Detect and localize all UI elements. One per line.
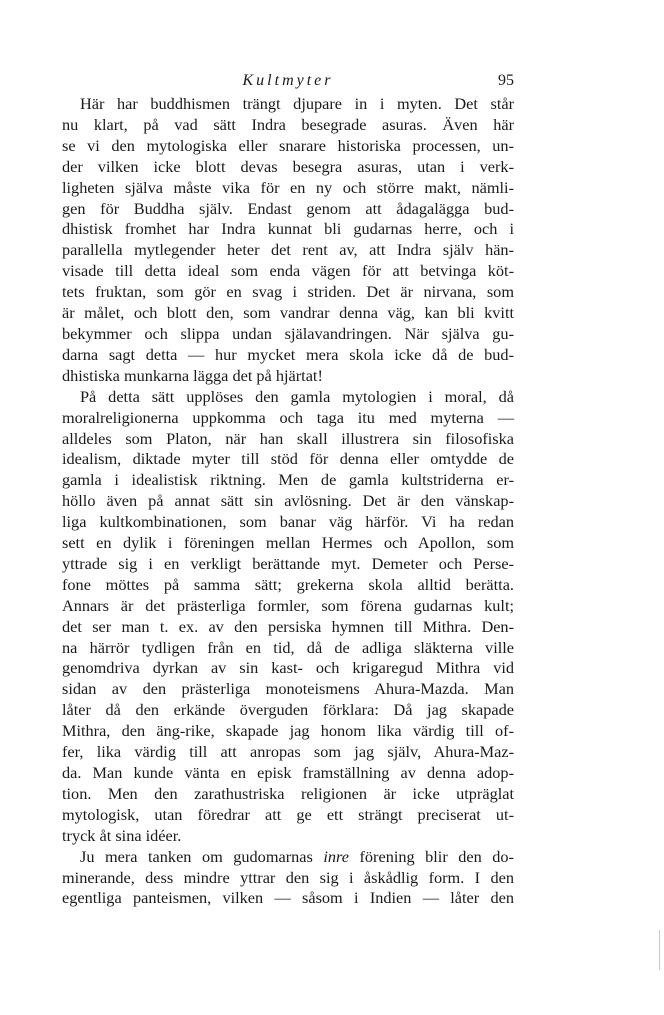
paragraph-line: är målet, och blott den, som vandrar denna väg, kan bli kvitt bbox=[62, 303, 514, 323]
paragraph-line: yttrade sig i en verkligt berättande myt. Demeter och Perse- bbox=[62, 553, 514, 573]
paragraph-line: mytologisk, utan föredrar att ge ett strängt preciserat ut- bbox=[62, 804, 514, 824]
paragraph-line: Mithra, den äng-rike, skapade jag honom lika värdig till of- bbox=[62, 721, 514, 741]
paragraph-line: minerande, dess mindre yttrar den sig i åskådlig form. I den bbox=[62, 867, 514, 887]
paragraph-1 bbox=[62, 94, 514, 387]
paragraph-line: På detta sätt upplöses den gamla mytologien i moral, då bbox=[80, 386, 514, 406]
running-title: Kultmyter bbox=[242, 72, 334, 89]
paragraph-line: tryck åt sina idéer. bbox=[62, 825, 182, 845]
paragraph-line: idealism, diktade myter till stöd för denna eller omtydde de bbox=[62, 449, 514, 469]
paragraph-line: egentliga panteismen, vilken — såsom i Indien — låter den bbox=[62, 888, 514, 908]
emphasized-word: inre bbox=[323, 846, 349, 866]
line-text: förening blir den do- bbox=[348, 846, 514, 866]
paragraph-line: darna sagt detta — hur mycket mera skola icke då de bud- bbox=[62, 344, 514, 364]
page-number: 95 bbox=[498, 72, 514, 89]
paragraph-line: tion. Men den zarathustriska religionen är icke utpräglat bbox=[62, 783, 514, 803]
paragraph-line: liga kultkombinationen, som banar väg härför. Vi ha redan bbox=[62, 512, 514, 532]
paragraph-line: fer, lika värdig till att anropas som jag själv, Ahura-Maz- bbox=[62, 742, 514, 762]
body-text bbox=[62, 94, 514, 909]
paragraph-line: nu klart, på vad sätt Indra besegrade asuras. Även här bbox=[62, 114, 514, 134]
paragraph-line: alldeles som Platon, när han skall illustrera sin filosofiska bbox=[62, 428, 514, 448]
paragraph-line: ligheten själva måste vika för en ny och större makt, nämli- bbox=[62, 177, 514, 197]
paragraph-line: parallella mytlegender heter det rent av, att Indra själv hän- bbox=[62, 240, 514, 260]
paragraph-2 bbox=[62, 387, 514, 847]
paragraph-3 bbox=[62, 847, 514, 910]
paragraph-line: sidan av den prästerliga monoteismens Ahura-Mazda. Man bbox=[62, 679, 514, 699]
paragraph-line: gen för Buddha själv. Endast genom att ådagalägga bud- bbox=[62, 198, 514, 218]
paragraph-line: visade till detta ideal som enda vägen för att betvinga köt- bbox=[62, 261, 514, 281]
paragraph-line: Annars är det prästerliga formler, som förena gudarnas kult; bbox=[62, 595, 514, 615]
paragraph-line: dhistisk fromhet har Indra kunnat bli gudarnas herre, och i bbox=[62, 219, 514, 239]
paragraph-line: Här har buddhismen trängt djupare in i myten. Det står bbox=[80, 94, 514, 113]
paragraph-line: moralreligionerna uppkomma och taga itu med myterna — bbox=[62, 407, 514, 427]
paragraph-line: tets fruktan, som gör en svag i striden. Det är nirvana, som bbox=[62, 282, 514, 302]
paragraph-line: höllo även på annat sätt sin avlösning. Det är den vänskap- bbox=[62, 491, 514, 511]
page-header bbox=[62, 72, 514, 94]
paragraph-line: bekymmer och slippa undan själavandringen. När själva gu- bbox=[62, 323, 514, 343]
paragraph-line: dhistiska munkarna lägga det på hjärtat! bbox=[62, 365, 323, 385]
paragraph-line: gamla i idealistisk riktning. Men de gamla kultstriderna er- bbox=[62, 470, 514, 490]
paragraph-line: låter då den erkände överguden förklara: Då jag skapade bbox=[62, 700, 514, 720]
paragraph-line bbox=[62, 847, 514, 868]
paragraph-line: sett en dylik i föreningen mellan Hermes och Apollon, som bbox=[62, 533, 514, 553]
paragraph-line: da. Man kunde vänta en episk framställning av denna adop- bbox=[62, 763, 514, 782]
paragraph-line: fone möttes på samma sätt; grekerna skola alltid berätta. bbox=[62, 574, 514, 594]
paragraph-line: se vi den mytologiska eller snarare historiska processen, un- bbox=[62, 135, 514, 155]
page-edge-mark bbox=[659, 930, 660, 970]
paragraph-line: det ser man t. ex. av den persiska hymnen till Mithra. Den- bbox=[62, 616, 514, 636]
paragraph-line: na härrör tydligen från en tid, då de adliga släkterna ville bbox=[62, 637, 514, 657]
line-text: Ju mera tanken om gudomarnas bbox=[80, 846, 324, 866]
paragraph-line: genomdriva dyrkan av sin kast- och krigaregud Mithra vid bbox=[62, 658, 514, 678]
paragraph-line: der vilken icke blott devas besegra asuras, utan i verk- bbox=[62, 156, 514, 176]
book-page bbox=[62, 72, 514, 909]
